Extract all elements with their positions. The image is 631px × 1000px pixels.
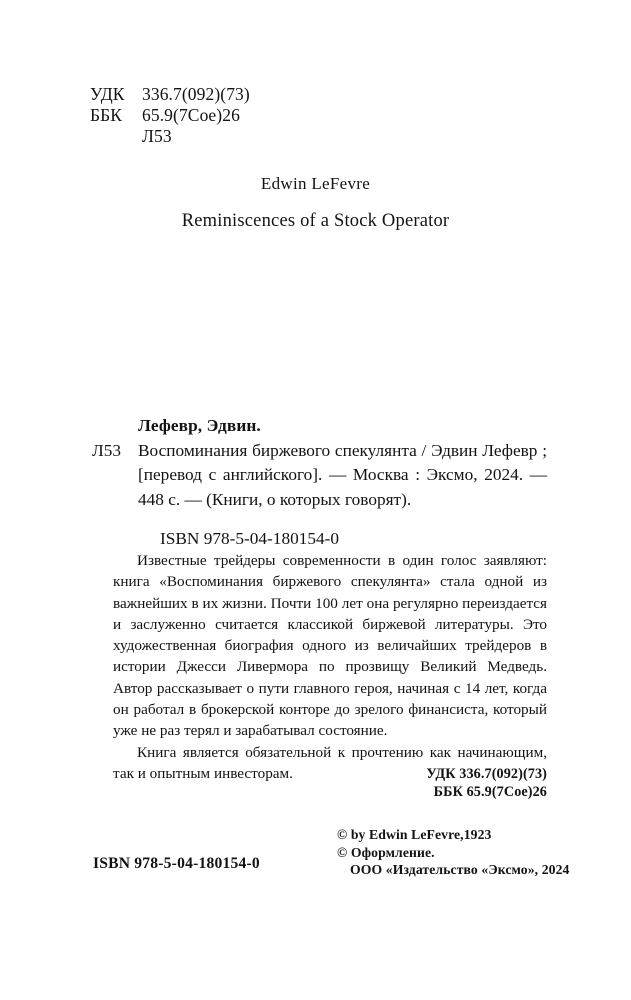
annotation-paragraph-1: Известные трейдеры современности в один голос заявляют: книга «Воспоминания биржевого спекулянта» стала одной из важнейших в их жизни. Почти 100 лет она регулярно переиздается и заслуженно считается классикой биржевой литературы. Это художественная биография одного из величайших трейдеров в истории Джесси Ливермора по прозвищу Великий Медведь. Автор рассказывает о пути главного героя, начиная с 14 лет, когда он работал в брокерской конторе до зрелого финансиста, который уже не раз терял и зарабатывал состояние. (113, 552, 547, 740)
biblio-description: Воспоминания биржевого спекулянта / Эдвин Лефевр ; [перевод с английского]. — Москва : Эксмо, 2024. — 448 с. — (Книги, о которых говорят). (138, 440, 547, 509)
biblio-body (92, 439, 547, 513)
copyright-line-publisher: ООО «Издательство «Эксмо», 2024 (350, 862, 570, 878)
biblio-author-heading: Лефевр, Эдвин. (138, 416, 261, 435)
original-author: Edwin LeFevre (260, 174, 371, 193)
bibliographic-record (92, 414, 547, 552)
bbk-value-top: 65.9(7Соe)26 (142, 105, 240, 125)
copyright-line-design: © Оформление. (337, 844, 435, 860)
annotation-block (113, 550, 547, 784)
annotation-paragraph-2: Книга является обязательной к прочтению как начинающим, так и опытным инвесторам. (113, 743, 547, 782)
author-sign-top: Л53 (142, 126, 172, 146)
bbk-bottom: ББК 65.9(7Соe)26 (433, 783, 547, 800)
bbk-label-top: ББК (90, 105, 123, 125)
biblio-sigil: Л53 (92, 440, 122, 460)
footer-isbn: ISBN 978-5-04-180154-0 (93, 855, 260, 872)
original-edition-block (0, 172, 631, 233)
biblio-isbn: ISBN 978-5-04-180154-0 (160, 529, 340, 549)
udk-row-top (90, 84, 250, 105)
classification-block-bottom (0, 766, 547, 801)
udk-value-top: 336.7(092)(73) (142, 84, 250, 104)
copyright-block (337, 826, 570, 879)
original-title: Reminiscences of a Stock Operator (181, 211, 450, 231)
copyright-line-original: © by Edwin LeFevre,1923 (337, 827, 492, 842)
udk-label-top: УДК (90, 84, 125, 104)
udk-bottom: УДК 336.7(092)(73) (426, 766, 547, 782)
bbk-row-top (90, 105, 250, 126)
classification-block-top (90, 84, 250, 147)
